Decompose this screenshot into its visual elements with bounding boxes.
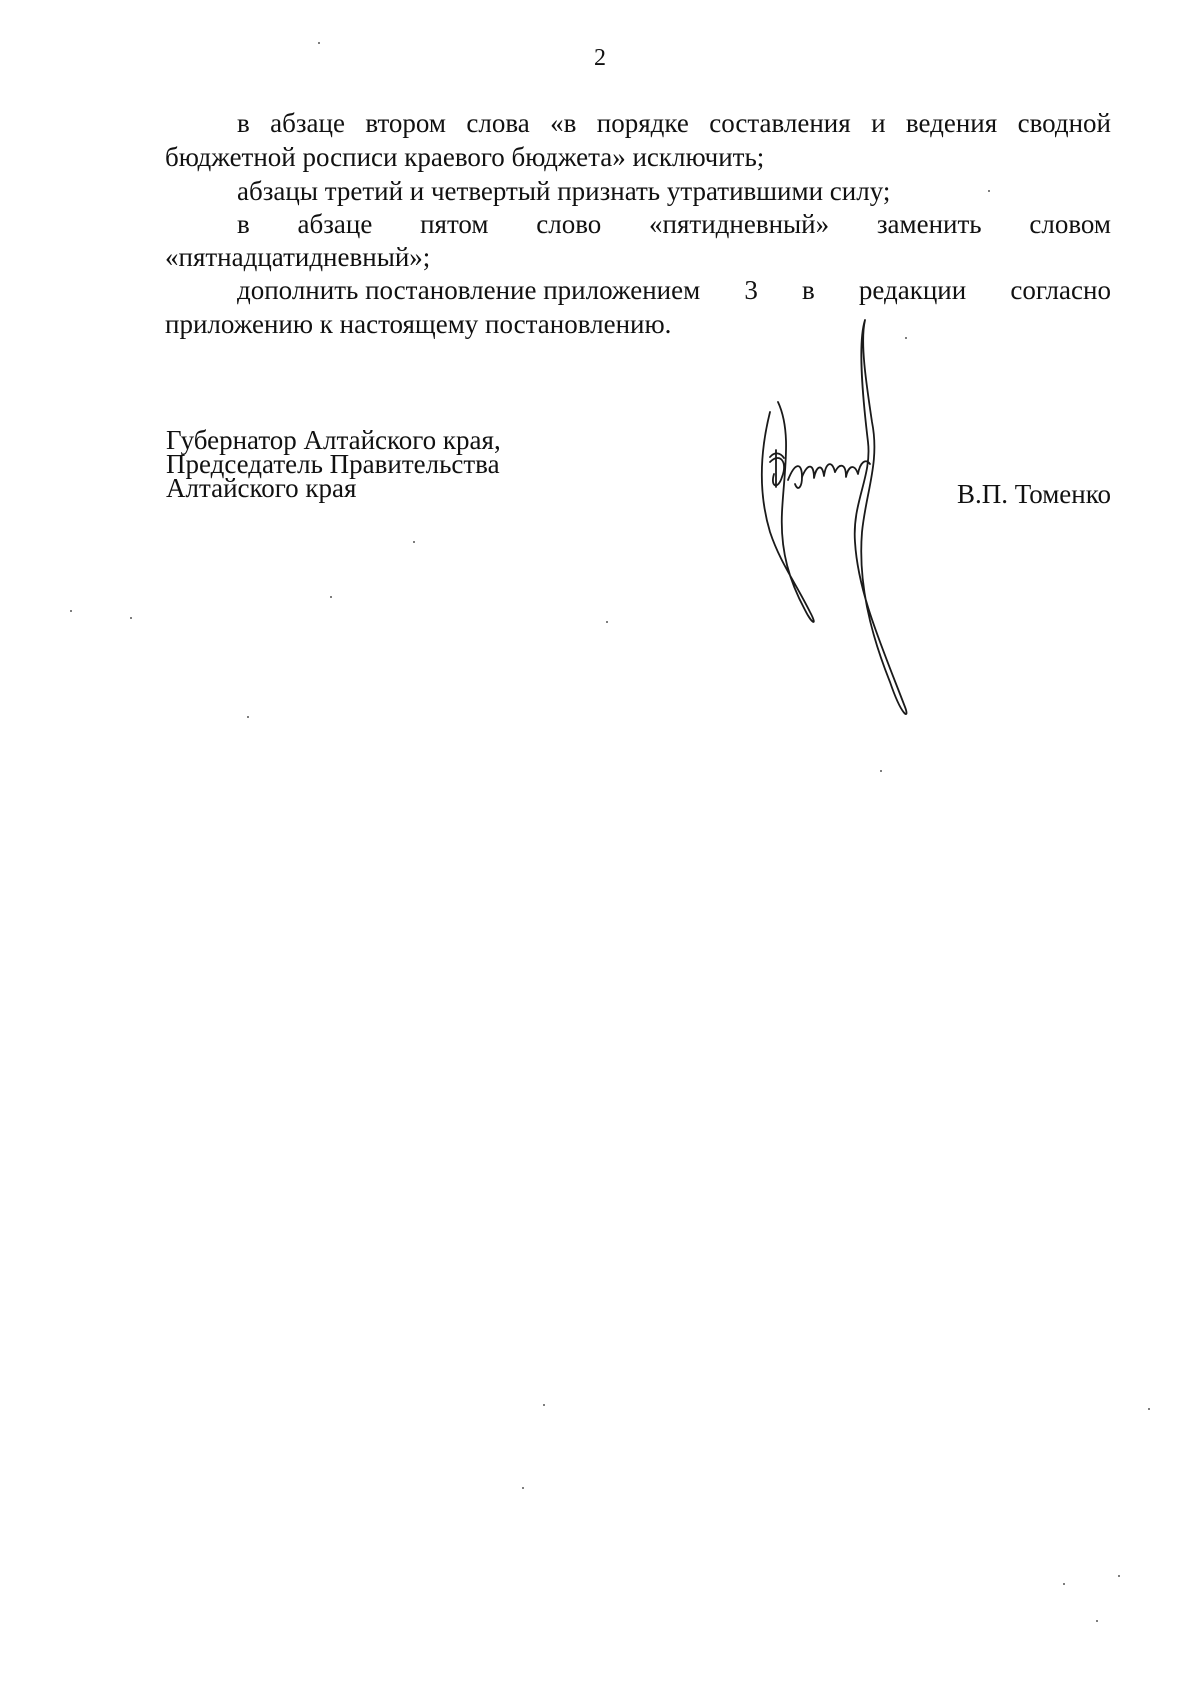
scan-speck (880, 770, 882, 772)
paragraph-1-line-2: бюджетной росписи краевого бюджета» исключить; (165, 142, 765, 172)
paragraph-4-line-2: приложению к настоящему постановлению. (165, 309, 672, 339)
paragraph-4-line-1 (237, 273, 1111, 307)
word: 3 (744, 275, 758, 305)
signatory-title-line-3: Алтайского края (166, 473, 357, 503)
scan-speck (606, 621, 608, 623)
word: дополнить постановление приложением (237, 275, 701, 305)
word: втором (365, 108, 446, 138)
scan-speck (1118, 1575, 1120, 1577)
scan-speck (1096, 1620, 1098, 1622)
scan-speck (318, 42, 320, 44)
paragraph-1-line-1 (237, 106, 1111, 140)
scan-speck (247, 716, 249, 718)
word: слово (536, 209, 602, 239)
word: сводной (1017, 108, 1111, 138)
signatory-title (166, 425, 501, 503)
signatory-title-line-1: Губернатор Алтайского края, (166, 425, 501, 455)
word: пятом (420, 209, 489, 239)
word: заменить (876, 209, 982, 239)
word: «в (550, 108, 577, 138)
word: порядке (596, 108, 689, 138)
word: абзаце (297, 209, 373, 239)
scan-speck (905, 337, 907, 339)
word: составления (709, 108, 851, 138)
scan-speck (543, 1404, 545, 1406)
word: редакции (858, 275, 967, 305)
word: в (801, 275, 815, 305)
signatory-title-line-2: Председатель Правительства (166, 449, 500, 479)
word: и (871, 108, 886, 138)
word: согласно (1010, 275, 1111, 305)
paragraph-3-line-2: «пятнадцатидневный»; (165, 242, 431, 272)
signatory-name: В.П. Томенко (957, 479, 1111, 509)
scan-speck (988, 190, 990, 192)
scan-speck (522, 1487, 524, 1489)
word: слова (466, 108, 530, 138)
scan-speck (413, 541, 415, 543)
word: ведения (905, 108, 998, 138)
word: абзаце (270, 108, 345, 138)
paragraph-3-line-1 (237, 207, 1111, 241)
word: словом (1029, 209, 1111, 239)
scan-speck (1063, 1583, 1065, 1585)
paragraph-2-line-1: абзацы третий и четвертый признать утратившими силу; (237, 176, 891, 206)
scan-speck (70, 610, 72, 612)
word: «пятидневный» (649, 209, 830, 239)
handwritten-signature (740, 312, 940, 732)
word: в (237, 108, 250, 138)
page-number: 2 (594, 45, 606, 71)
scan-speck (330, 596, 332, 598)
scan-speck (130, 617, 132, 619)
scan-speck (1148, 1408, 1150, 1410)
word: в (237, 209, 250, 239)
